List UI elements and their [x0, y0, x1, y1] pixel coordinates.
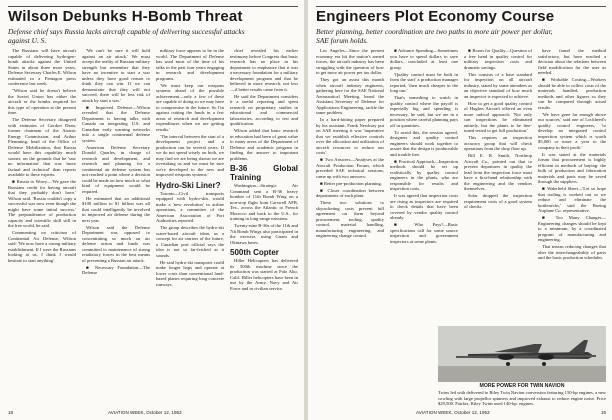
paragraph: ■ Who Pays?—Basic specifications call for some source inspection and government inspectors at some plants. — [390, 222, 458, 244]
right-deck: Better planning, better coordination are two paths to more air power per dollar, SAE forum holds. — [316, 27, 553, 45]
paragraph: chief revealed his earlier testimony before Congress that basic research has no place in his department to emphasize that it was a necessary foundation for a military development program and that he believed in more research, not less—if better results came from it. — [230, 48, 298, 92]
paragraph: Twenty-nine B-36s of the 11th and 7th Bomb Wings also participated in the exercise, using Guam and Okinawa bases. — [230, 223, 298, 245]
paragraph: That's something to watch in quality control where the payoff is especially big and spending is necessary, he said, but we are in a position where careful planning pays off in quantities. — [390, 95, 458, 128]
top-rule — [8, 6, 298, 7]
left-col-3 — [156, 48, 224, 408]
paragraph: These two solutions to skyrocketing costs prevent full agreement on them beyond procurement, tooling, quality control, material handling, manufacturing engineering, and engineering change control. — [316, 200, 384, 238]
paragraph: ■ Better pre-production planning. — [320, 180, 382, 186]
paragraph: ■ Necessary Foundation—The Defense — [82, 264, 150, 275]
paragraph: ■ Workable Costing—Workers should be able to collect costs of the materials handled, production methods and other figures so they can be compared through actual results. — [538, 77, 606, 110]
right-col-3 — [464, 48, 532, 318]
photo-caption-title: MORE POWER FOR TWIN NAVION — [479, 383, 565, 389]
right-folio — [316, 410, 606, 416]
photo-caption — [438, 384, 606, 407]
subhead-b36: B-36 Global Training — [230, 164, 298, 182]
paragraph: Hiller Helicopters has delivered its 500th machine since the production was started at Palo Alto, Calif. Hiller helicopters have been in use by the Army, Navy and Air Force and in civilian service. — [230, 258, 298, 291]
paragraph: ■ Two Answers—Analyses at the Aircraft Production Forum, which preceded SAE technical sessions, came up with two answers: — [316, 157, 384, 179]
right-col-4 — [538, 48, 606, 318]
issue-line: AVIATION WEEK, October 12, 1953 — [108, 410, 182, 415]
left-col-2 — [82, 48, 150, 408]
paragraph: Washington—Strategic Air Command sent a B-36 heavy bomber of 11th Bomb Wing on a non-stop flight from Carswell AFB, Tex., across the Atlantic to French Morocco and back to the U.S., for training in long-range missions. — [230, 183, 298, 221]
paragraph: ■ Closer coordination between departments of each plant. — [316, 187, 384, 198]
paragraph: To avoid this, the session agreed, designers and quality control engineers should work together to assure that the design is produceable and trouble free. — [390, 129, 458, 157]
right-columns — [316, 48, 606, 318]
paragraph: It was stated at the materials forum that procurement is highly efficient in methods of buying: the bulk of production and fabrication materials and parts may be saved through the suppliers. — [538, 151, 606, 184]
paragraph: 'We can't be sure it will hold against an air attack.' We must accept the reality of Russian military strength but remember that they have no incentive to start a war unless they have good reason to think they can win. If we can demonstrate that they will not succeed, there will be less risk of attack by start a war.' — [82, 48, 150, 103]
paragraph: The Russians will have aircraft capable of delivering hydrogen-bomb attacks against the United States in about three more years, Defense Secretary Charles E. Wilson estimated in a Pentagon press conference last week. — [8, 48, 76, 86]
page-number: 19 — [600, 410, 606, 415]
paragraph: ■ Room for Quality—Question of a free hand in quality control for military inspection costs and dramatic savings. — [464, 48, 532, 70]
right-col-2 — [390, 48, 458, 318]
left-columns — [8, 48, 298, 408]
paragraph: The Defense Secretary disagreed with estimates of Gordon Dean, former chairman of the Atomic Energy Commission, and Arthur Flemming, head of the Office of Defense Mobilization, that Russia would have this capability much sooner, on the grounds that he 'saw no information' that was 'more factual and technical' than reports available to these experts. — [8, 117, 76, 177]
left-col-1 — [8, 48, 76, 408]
issue-line: AVIATION WEEK, October 12, 1953 — [416, 410, 490, 415]
paragraph: 'The interval between the start of a development project and a production can be several years. If we do not spend wisely on both, we may find we are being shown we are overtaking us and we must be sure we're developed to the new and improved weapons systems.' — [156, 133, 224, 177]
left-page — [0, 0, 304, 420]
paragraph: This requires an inspection accuracy group that will check operations from the shop floor up. — [464, 135, 532, 151]
left-col-4 — [230, 48, 298, 408]
right-headline: Engineers Plot Economy Course — [316, 8, 555, 25]
paragraph: have found the method satisfactory, but have reached a decision about the relations between field modification for the user as needed. — [538, 48, 606, 75]
paragraph: Bill E. R. Smith, Northrop Aircraft Co., pointed out that to prevent departures in quality the lead from the inspection force must have a first-hand relationship with the engineering and the vendors themselves. — [464, 153, 532, 191]
paragraph: ■ Too Many Changes—Engineering changes should be kept to a minimum, by a coordinated program of manufacturing and engineering. — [538, 215, 606, 242]
paragraph: He estimated that an additional $100 million to $1 billion was all that could intelligently be involved in improved air defense during the next year. — [82, 195, 150, 223]
paragraph: ■ Advance Spending—Sometimes you have to spend dollars to save dollars, concluded at least one group. — [390, 48, 458, 70]
paragraph: How to get a good quality control of Hughes Aircraft offered an even more radical approach: 'Not only can inspections be eliminated entirely, but the plants to be fine-tuned tested to get full production.' — [464, 100, 532, 133]
paragraph: This consists of a base standard for inspection on all aircraft industry, stated by some attendees as an objective standard of how much an inspector is expected to achieve. — [464, 71, 532, 99]
subhead-500th-copter: 500th Copter — [230, 248, 279, 257]
paragraph: "Wilson said he doesn't believe the Soviet Union has either the aircraft or the bombs required for this type of operation at the present time. — [8, 88, 76, 115]
paragraph: Solar dropped the inspection requirement costs of a good system of checks. — [464, 193, 532, 209]
twin-navion-photo — [438, 326, 606, 382]
paragraph: American Defense Secretary Donald Quarles, in charge of research and development, and research and planning for a continental air defense system has not reached a point where a decision could be made on how much or what kind of equipment would be required. — [82, 144, 150, 194]
paragraph: Los Angeles—Since the present economy era hit the nation's armed forces, the aircraft industry has been struggling with the question of how to get more air power per tax dollar. — [316, 48, 384, 75]
paragraph: It was agreed that inspection costs are rising as inspectors are required to check details that have been covered by vendor quality control already. — [390, 193, 458, 220]
paragraph: ■ Improved Defense—Wilson revealed that the Defense Department is having talks with Canada on integrating U.S. and Canadian early warning networks into a single continental defense system. — [82, 104, 150, 143]
paragraph: Commenting on criticism of Continental Air Defense, Wilson said: 'We now have a strong military establishment. If I were the Russians looking at us, I think I would hesitate to start anything'. — [8, 230, 76, 263]
paragraph: That means reducing changes that alter the interchangeability of parts and the basic production schedules. — [538, 244, 606, 260]
paragraph: The group describes the hydro-ski water-based aircraft ideas as a concept for air carriers of the future, a Canadian port official says the idea is not so far-fetched as it sounds. — [156, 225, 224, 258]
left-folio — [8, 410, 298, 416]
photo-caption-text: Twins led with delivered to Riley Twin Navion conversion featuring 150-hp engines, a new cowling with large propellor spinners and improved exhaust to reduce engine noise. Price $29,500. Fairfax, Riley Twins used 140-hp. engines. — [438, 390, 606, 407]
paragraph: They got an assist this month when aircraft industry engineers, gathering here for the SAE National Aeronautical Meeting, heard the Assistant Secretary of Defense for Applications Engineering, tackle the same problem. — [316, 77, 384, 115]
paragraph: Wilson said the Defense Department was opposed to concentrating so much on air defense action and funds was committed to maintenance of strong retaliatory forces in the best means of preventing a Russian air attack. — [82, 224, 150, 263]
paragraph: ■ Russia to Worry—'We gave the Russians credit for having aircraft that they probably don't have,' Wilson said. 'Russia couldn't copy a successful war now even though she might have some initial success.' The preponderance of production capacity and scientific skill still in the free world, he said. — [8, 179, 76, 228]
left-headline: Wilson Debunks H-Bomb Threat — [8, 8, 243, 25]
page-number: 18 — [8, 410, 14, 415]
paragraph: Toronto—Civil transports equipped with hydro-skis would make a 'new revolution' in airline operations, a committee of the American Association of Port Authorities reported. — [156, 190, 224, 223]
left-deck: Defense chief says Russia lacks aircraft capable of delivering successful attacks against U. S. — [8, 27, 245, 45]
paragraph: In a hard-hitting paper prepared by his assistant, Frank Newbury put on SAE meeting it was 'imperative that we establish effective controls over the allocation and utilization of aircraft resources to reduce our costs'. — [316, 117, 384, 155]
paragraph: 'We have gone far enough above our sources,' said one of Lockheed's quality control engineers, 'to develop an integrated control inspection system which is worth $5,000 or more a year to the company in their profit.' — [538, 111, 606, 150]
paragraph: He said the Department considers it a useful reporting and spent research on proprietary studies in educational and commercial laboratories, according to test and qualification. — [230, 93, 298, 126]
paragraph: military force appears to be in the world. The Department of Defense has used most of the time of his talks in the past four years engaging in research and development programs. — [156, 48, 224, 81]
paragraph: ■ Wakefield Sheet—'Let us hope that tooling is worked out so we reduce and eliminate the bottlenecks,' said the Boeing Airplane Co. representative. — [538, 186, 606, 213]
right-col-1 — [316, 48, 384, 318]
airplane-illustration — [438, 326, 606, 382]
paragraph: Wilson added that basic research in education had been of great value to many areas of the Department of Defense and academic program in finding the answer to important problems. — [230, 128, 298, 161]
top-rule — [316, 6, 606, 7]
subhead-hydro-ski: Hydro-Ski Liner? — [156, 180, 221, 190]
paragraph: 'We must keep our weapons systems ahead of the possible achievement—only a few of these are capable of doing so we may have to compromise in the future. So I'm against cutting the funds in a few areas of research and development expenditures when we are getting results.' — [156, 82, 224, 132]
paragraph: 'Quality control must be built in from the start' a production manager reported; 'then much cheaper in the long run.' — [390, 71, 458, 93]
paragraph: ■ Practical Approach—Inspection methods should be set up realistically by quality control engineers in the plants, who are responsible for results and inspection costs. — [390, 158, 458, 191]
paragraph: He said hydro-ski transports could make longer hops and operate at lower costs than conventional land-based planes requiring long concrete runways. — [156, 259, 224, 287]
